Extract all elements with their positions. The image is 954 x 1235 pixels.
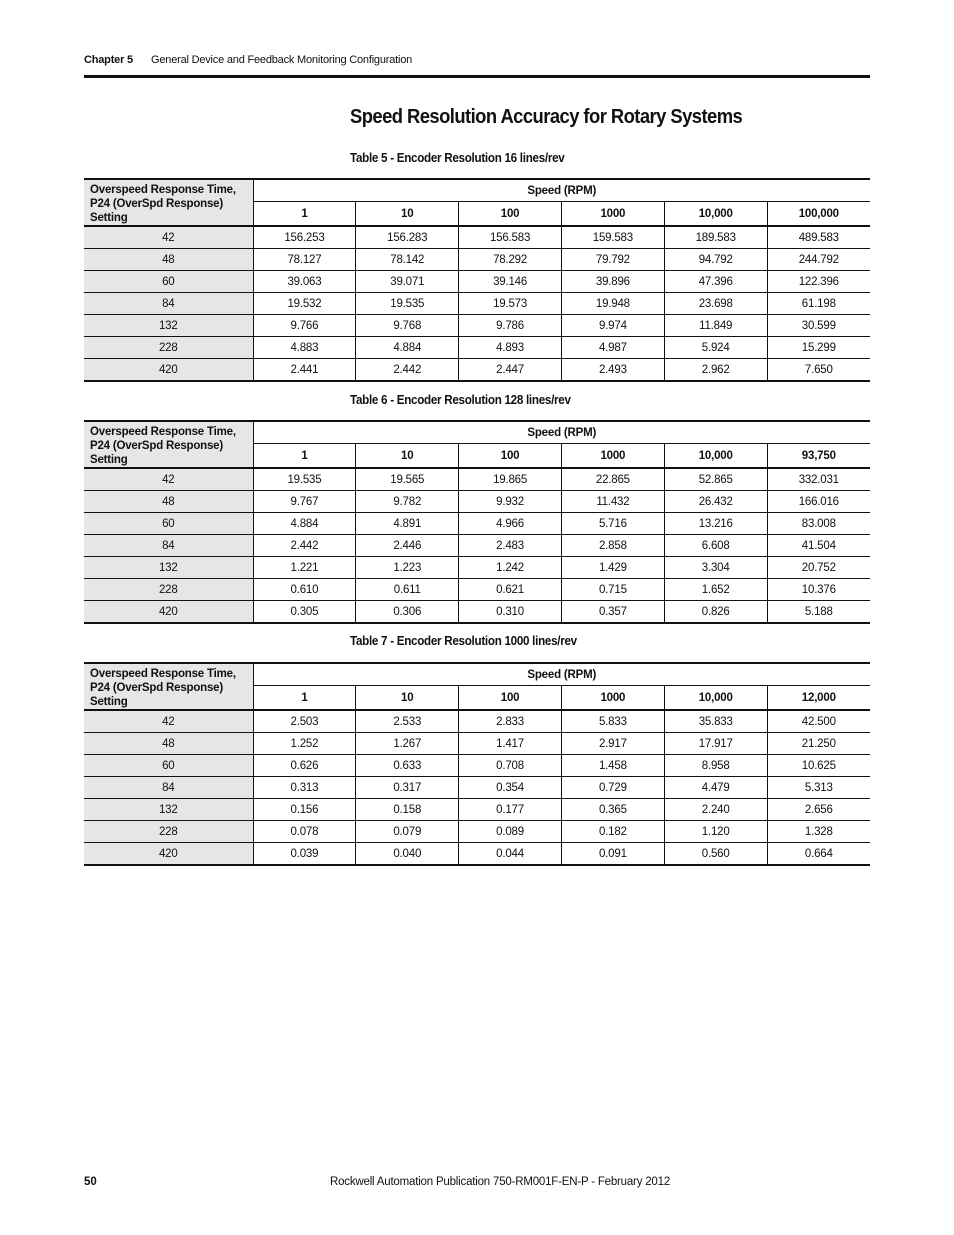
row-label-cell: 228 bbox=[84, 579, 253, 601]
value-cell: 42.500 bbox=[767, 710, 870, 733]
value-cell: 19.573 bbox=[459, 293, 562, 315]
value-cell: 0.182 bbox=[561, 821, 664, 843]
row-label-cell: 60 bbox=[84, 513, 253, 535]
value-cell: 166.016 bbox=[767, 491, 870, 513]
row-header: Overspeed Response Time, P24 (OverSpd Response) Setting bbox=[84, 421, 253, 468]
row-label-cell: 42 bbox=[84, 710, 253, 733]
value-cell: 0.826 bbox=[664, 601, 767, 624]
value-cell: 0.158 bbox=[356, 799, 459, 821]
value-cell: 0.044 bbox=[459, 843, 562, 866]
value-cell: 2.833 bbox=[459, 710, 562, 733]
table-row bbox=[84, 821, 870, 843]
speed-column-header: 10,000 bbox=[664, 444, 767, 468]
row-label-cell: 420 bbox=[84, 843, 253, 866]
value-cell: 4.479 bbox=[664, 777, 767, 799]
value-cell: 1.242 bbox=[459, 557, 562, 579]
speed-column-header: 10,000 bbox=[664, 202, 767, 226]
table-caption: Table 5 - Encoder Resolution 16 lines/rev bbox=[350, 151, 565, 165]
value-cell: 1.458 bbox=[561, 755, 664, 777]
table-row bbox=[84, 535, 870, 557]
speed-header: Speed (RPM) bbox=[253, 179, 870, 202]
value-cell: 39.896 bbox=[561, 271, 664, 293]
value-cell: 11.432 bbox=[561, 491, 664, 513]
speed-column-header: 1 bbox=[253, 202, 356, 226]
value-cell: 1.328 bbox=[767, 821, 870, 843]
value-cell: 19.535 bbox=[356, 293, 459, 315]
value-cell: 9.974 bbox=[561, 315, 664, 337]
value-cell: 4.884 bbox=[253, 513, 356, 535]
value-cell: 0.040 bbox=[356, 843, 459, 866]
value-cell: 47.396 bbox=[664, 271, 767, 293]
value-cell: 19.948 bbox=[561, 293, 664, 315]
row-label-cell: 60 bbox=[84, 755, 253, 777]
data-table bbox=[84, 662, 870, 866]
table-row bbox=[84, 579, 870, 601]
value-cell: 0.306 bbox=[356, 601, 459, 624]
value-cell: 156.583 bbox=[459, 226, 562, 249]
value-cell: 0.079 bbox=[356, 821, 459, 843]
value-cell: 2.962 bbox=[664, 359, 767, 382]
value-cell: 1.252 bbox=[253, 733, 356, 755]
value-cell: 9.932 bbox=[459, 491, 562, 513]
value-cell: 0.610 bbox=[253, 579, 356, 601]
chapter-title: General Device and Feedback Monitoring Configuration bbox=[151, 54, 413, 66]
row-label-cell: 42 bbox=[84, 468, 253, 491]
table-row bbox=[84, 249, 870, 271]
row-label-cell: 132 bbox=[84, 799, 253, 821]
speed-column-header: 10 bbox=[356, 202, 459, 226]
value-cell: 19.865 bbox=[459, 468, 562, 491]
value-cell: 156.283 bbox=[356, 226, 459, 249]
table-row bbox=[84, 513, 870, 535]
value-cell: 1.120 bbox=[664, 821, 767, 843]
value-cell: 5.313 bbox=[767, 777, 870, 799]
table-row bbox=[84, 755, 870, 777]
value-cell: 2.240 bbox=[664, 799, 767, 821]
speed-header: Speed (RPM) bbox=[253, 421, 870, 444]
value-cell: 4.891 bbox=[356, 513, 459, 535]
value-cell: 19.535 bbox=[253, 468, 356, 491]
value-cell: 2.483 bbox=[459, 535, 562, 557]
table-row bbox=[84, 293, 870, 315]
value-cell: 0.560 bbox=[664, 843, 767, 866]
value-cell: 15.299 bbox=[767, 337, 870, 359]
table-row bbox=[84, 557, 870, 579]
value-cell: 52.865 bbox=[664, 468, 767, 491]
value-cell: 2.446 bbox=[356, 535, 459, 557]
table-caption: Table 7 - Encoder Resolution 1000 lines/rev bbox=[350, 634, 577, 648]
speed-header: Speed (RPM) bbox=[253, 663, 870, 686]
section-title: Speed Resolution Accuracy for Rotary Systems bbox=[350, 106, 743, 128]
value-cell: 1.267 bbox=[356, 733, 459, 755]
row-label-cell: 132 bbox=[84, 557, 253, 579]
value-cell: 39.063 bbox=[253, 271, 356, 293]
value-cell: 78.127 bbox=[253, 249, 356, 271]
speed-column-header: 100 bbox=[459, 444, 562, 468]
value-cell: 10.376 bbox=[767, 579, 870, 601]
value-cell: 4.966 bbox=[459, 513, 562, 535]
value-cell: 1.223 bbox=[356, 557, 459, 579]
value-cell: 17.917 bbox=[664, 733, 767, 755]
speed-column-header: 1000 bbox=[561, 686, 664, 710]
value-cell: 0.310 bbox=[459, 601, 562, 624]
row-label-cell: 228 bbox=[84, 337, 253, 359]
value-cell: 0.633 bbox=[356, 755, 459, 777]
value-cell: 83.008 bbox=[767, 513, 870, 535]
value-cell: 78.142 bbox=[356, 249, 459, 271]
row-label-cell: 48 bbox=[84, 249, 253, 271]
value-cell: 21.250 bbox=[767, 733, 870, 755]
table-row bbox=[84, 359, 870, 382]
value-cell: 0.177 bbox=[459, 799, 562, 821]
value-cell: 1.652 bbox=[664, 579, 767, 601]
value-cell: 0.715 bbox=[561, 579, 664, 601]
data-table bbox=[84, 178, 870, 382]
row-label-cell: 84 bbox=[84, 535, 253, 557]
value-cell: 39.071 bbox=[356, 271, 459, 293]
value-cell: 0.664 bbox=[767, 843, 870, 866]
value-cell: 23.698 bbox=[664, 293, 767, 315]
chapter-label: Chapter 5 bbox=[84, 54, 133, 66]
value-cell: 2.493 bbox=[561, 359, 664, 382]
value-cell: 94.792 bbox=[664, 249, 767, 271]
table-row bbox=[84, 468, 870, 491]
value-cell: 0.357 bbox=[561, 601, 664, 624]
value-cell: 159.583 bbox=[561, 226, 664, 249]
table-row bbox=[84, 315, 870, 337]
value-cell: 0.089 bbox=[459, 821, 562, 843]
value-cell: 35.833 bbox=[664, 710, 767, 733]
value-cell: 2.917 bbox=[561, 733, 664, 755]
value-cell: 332.031 bbox=[767, 468, 870, 491]
row-label-cell: 48 bbox=[84, 733, 253, 755]
page-header bbox=[84, 53, 870, 78]
value-cell: 2.858 bbox=[561, 535, 664, 557]
value-cell: 5.833 bbox=[561, 710, 664, 733]
value-cell: 0.039 bbox=[253, 843, 356, 866]
table-row bbox=[84, 777, 870, 799]
value-cell: 122.396 bbox=[767, 271, 870, 293]
value-cell: 5.188 bbox=[767, 601, 870, 624]
table-row bbox=[84, 491, 870, 513]
value-cell: 0.611 bbox=[356, 579, 459, 601]
speed-column-header: 100 bbox=[459, 686, 562, 710]
speed-column-header: 93,750 bbox=[767, 444, 870, 468]
value-cell: 2.503 bbox=[253, 710, 356, 733]
value-cell: 41.504 bbox=[767, 535, 870, 557]
table-row bbox=[84, 710, 870, 733]
table-row bbox=[84, 601, 870, 624]
value-cell: 9.782 bbox=[356, 491, 459, 513]
value-cell: 1.221 bbox=[253, 557, 356, 579]
value-cell: 0.365 bbox=[561, 799, 664, 821]
row-header: Overspeed Response Time, P24 (OverSpd Response) Setting bbox=[84, 179, 253, 226]
value-cell: 19.565 bbox=[356, 468, 459, 491]
row-label-cell: 84 bbox=[84, 293, 253, 315]
table-row bbox=[84, 226, 870, 249]
value-cell: 9.768 bbox=[356, 315, 459, 337]
value-cell: 61.198 bbox=[767, 293, 870, 315]
value-cell: 4.884 bbox=[356, 337, 459, 359]
value-cell: 0.091 bbox=[561, 843, 664, 866]
speed-column-header: 10 bbox=[356, 444, 459, 468]
table-caption: Table 6 - Encoder Resolution 128 lines/rev bbox=[350, 393, 571, 407]
value-cell: 2.656 bbox=[767, 799, 870, 821]
value-cell: 9.766 bbox=[253, 315, 356, 337]
value-cell: 0.626 bbox=[253, 755, 356, 777]
row-label-cell: 132 bbox=[84, 315, 253, 337]
row-label-cell: 60 bbox=[84, 271, 253, 293]
page-number: 50 bbox=[84, 1176, 97, 1188]
table-row bbox=[84, 271, 870, 293]
value-cell: 244.792 bbox=[767, 249, 870, 271]
value-cell: 8.958 bbox=[664, 755, 767, 777]
table-row bbox=[84, 337, 870, 359]
row-label-cell: 42 bbox=[84, 226, 253, 249]
value-cell: 189.583 bbox=[664, 226, 767, 249]
speed-column-header: 12,000 bbox=[767, 686, 870, 710]
publication-info: Rockwell Automation Publication 750-RM001F-EN-P - February 2012 bbox=[330, 1176, 671, 1188]
value-cell: 2.533 bbox=[356, 710, 459, 733]
row-label-cell: 420 bbox=[84, 601, 253, 624]
value-cell: 2.442 bbox=[356, 359, 459, 382]
value-cell: 0.354 bbox=[459, 777, 562, 799]
value-cell: 0.621 bbox=[459, 579, 562, 601]
value-cell: 22.865 bbox=[561, 468, 664, 491]
value-cell: 156.253 bbox=[253, 226, 356, 249]
speed-column-header: 100 bbox=[459, 202, 562, 226]
speed-column-header: 10 bbox=[356, 686, 459, 710]
value-cell: 1.417 bbox=[459, 733, 562, 755]
value-cell: 1.429 bbox=[561, 557, 664, 579]
row-label-cell: 84 bbox=[84, 777, 253, 799]
data-table bbox=[84, 420, 870, 624]
value-cell: 4.883 bbox=[253, 337, 356, 359]
value-cell: 20.752 bbox=[767, 557, 870, 579]
value-cell: 0.305 bbox=[253, 601, 356, 624]
value-cell: 0.708 bbox=[459, 755, 562, 777]
table-row bbox=[84, 843, 870, 866]
value-cell: 0.313 bbox=[253, 777, 356, 799]
value-cell: 6.608 bbox=[664, 535, 767, 557]
value-cell: 2.447 bbox=[459, 359, 562, 382]
value-cell: 30.599 bbox=[767, 315, 870, 337]
value-cell: 19.532 bbox=[253, 293, 356, 315]
value-cell: 5.716 bbox=[561, 513, 664, 535]
value-cell: 10.625 bbox=[767, 755, 870, 777]
value-cell: 0.156 bbox=[253, 799, 356, 821]
value-cell: 3.304 bbox=[664, 557, 767, 579]
speed-column-header: 1000 bbox=[561, 444, 664, 468]
value-cell: 4.987 bbox=[561, 337, 664, 359]
value-cell: 489.583 bbox=[767, 226, 870, 249]
row-label-cell: 420 bbox=[84, 359, 253, 382]
row-label-cell: 48 bbox=[84, 491, 253, 513]
table-row bbox=[84, 799, 870, 821]
value-cell: 9.767 bbox=[253, 491, 356, 513]
value-cell: 5.924 bbox=[664, 337, 767, 359]
value-cell: 79.792 bbox=[561, 249, 664, 271]
value-cell: 2.441 bbox=[253, 359, 356, 382]
value-cell: 39.146 bbox=[459, 271, 562, 293]
value-cell: 4.893 bbox=[459, 337, 562, 359]
value-cell: 26.432 bbox=[664, 491, 767, 513]
value-cell: 0.078 bbox=[253, 821, 356, 843]
speed-column-header: 100,000 bbox=[767, 202, 870, 226]
row-header: Overspeed Response Time, P24 (OverSpd Response) Setting bbox=[84, 663, 253, 710]
speed-column-header: 1 bbox=[253, 686, 356, 710]
value-cell: 2.442 bbox=[253, 535, 356, 557]
value-cell: 13.216 bbox=[664, 513, 767, 535]
speed-column-header: 10,000 bbox=[664, 686, 767, 710]
value-cell: 7.650 bbox=[767, 359, 870, 382]
value-cell: 0.729 bbox=[561, 777, 664, 799]
value-cell: 11.849 bbox=[664, 315, 767, 337]
table-row bbox=[84, 733, 870, 755]
row-label-cell: 228 bbox=[84, 821, 253, 843]
value-cell: 78.292 bbox=[459, 249, 562, 271]
value-cell: 0.317 bbox=[356, 777, 459, 799]
value-cell: 9.786 bbox=[459, 315, 562, 337]
speed-column-header: 1 bbox=[253, 444, 356, 468]
speed-column-header: 1000 bbox=[561, 202, 664, 226]
